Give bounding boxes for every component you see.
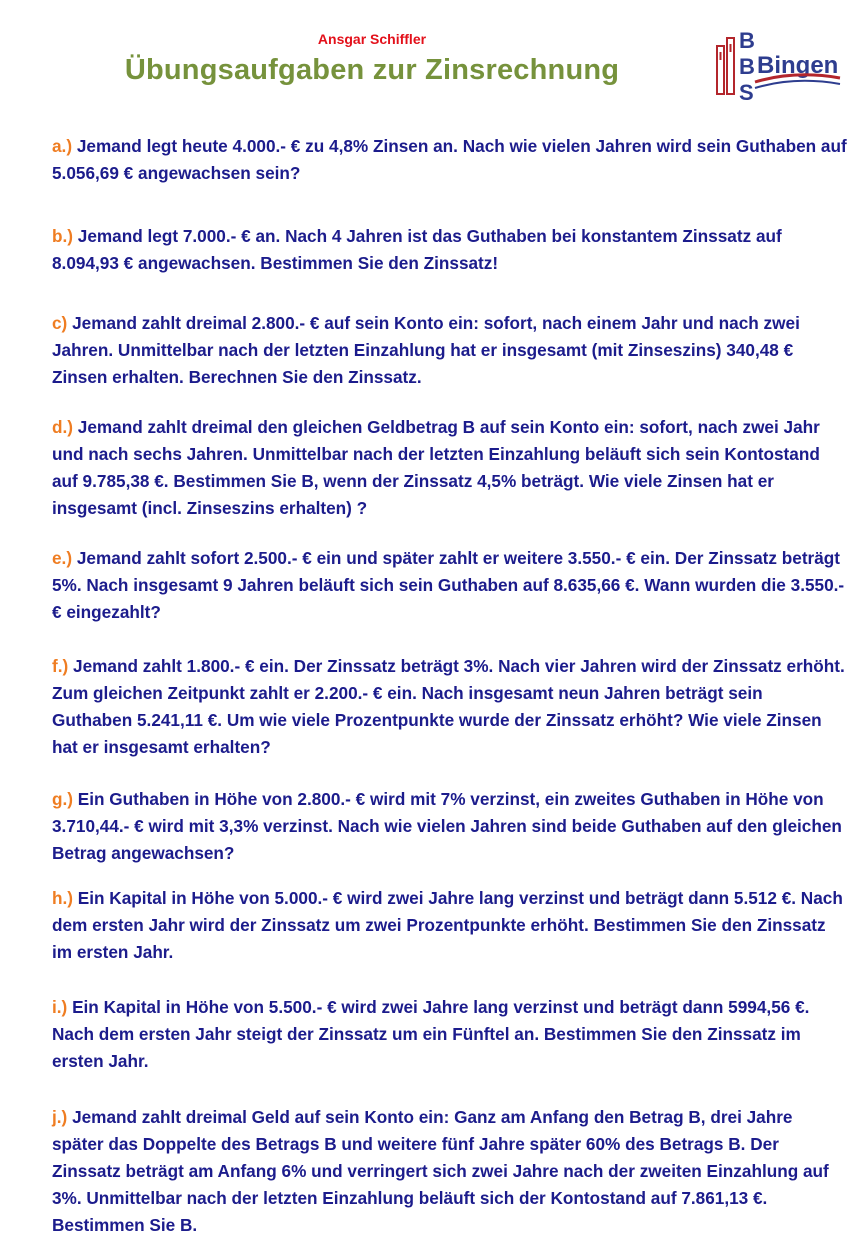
task-text: Jemand zahlt dreimal Geld auf sein Konto ein: Ganz am Anfang den Betrag B, drei Jahre später das Doppelte des Betrags B und weitere fünf Jahre später 60% des Betrags B. Der Zinssatz beträgt am Anfang 6% und verringert sich zwei Jahre nach der zweiten Einzahlung auf 3%. Unmittelbar nach der letzten Einzahlung beläuft sich der Kontostand auf 7.861,13 €. Bestimmen Sie B. xyxy=(52,1107,829,1235)
task-a xyxy=(52,133,847,187)
task-label: a.) xyxy=(52,136,73,156)
bbs-bingen-logo xyxy=(705,26,845,106)
task-g xyxy=(52,786,847,867)
logo-letter-s: S xyxy=(739,80,754,105)
task-i xyxy=(52,994,847,1075)
task-text: Jemand zahlt 1.800.- € ein. Der Zinssatz beträgt 3%. Nach vier Jahren wird der Zinssatz erhöht. Zum gleichen Zeitpunkt zahlt er 2.200.- € ein. Nach insgesamt neun Jahren beträgt sein Guthaben 5.241,11 €. Um wie viele Prozentpunkte wurde der Zinssatz erhöht? Wie viele Zinsen hat er insgesamt erhalten? xyxy=(52,656,845,757)
task-text: Jemand zahlt sofort 2.500.- € ein und später zahlt er weitere 3.550.- € ein. Der Zinssatz beträgt 5%. Nach insgesamt 9 Jahren beläuft sich sein Guthaben auf 8.635,66 €. Wann wurden die 3.550.- € eingezahlt? xyxy=(52,548,845,622)
task-text: Jemand legt heute 4.000.- € zu 4,8% Zinsen an. Nach wie vielen Jahren wird sein Guthaben auf 5.056,69 € angewachsen sein? xyxy=(52,136,847,183)
logo-text: Bingen xyxy=(757,52,839,79)
task-label: e.) xyxy=(52,548,73,568)
author-name: Ansgar Schiffler xyxy=(317,31,427,47)
task-label: g.) xyxy=(52,789,73,809)
task-b xyxy=(52,223,847,277)
task-text: Ein Kapital in Höhe von 5.500.- € wird zwei Jahre lang verzinst und beträgt dann 5994,56 €. Nach dem ersten Jahr steigt der Zinssatz um ein Fünftel an. Bestimmen Sie den Zinssatz im ersten Jahr. xyxy=(52,997,810,1071)
task-label: b.) xyxy=(52,226,73,246)
task-text: Jemand zahlt dreimal 2.800.- € auf sein Konto ein: sofort, nach einem Jahr und nach zwei Jahren. Unmittelbar nach der letzten Einzahlung hat er insgesamt (mit Zinseszins) 340,48 € Zinsen erhalten. Berechnen Sie den Zinssatz. xyxy=(52,313,800,387)
task-label: d.) xyxy=(52,417,73,437)
task-d xyxy=(52,414,847,522)
task-label: i.) xyxy=(52,997,68,1017)
page-title: Übungsaufgaben zur Zinsrechnung xyxy=(124,54,620,86)
task-j xyxy=(52,1104,847,1239)
logo-letter-b2: B xyxy=(739,54,755,79)
task-f xyxy=(52,653,847,761)
task-label: f.) xyxy=(52,656,69,676)
task-text: Ein Guthaben in Höhe von 2.800.- € wird mit 7% verzinst, ein zweites Guthaben in Höhe von 3.710,44.- € wird mit 3,3% verzinst. Nach wie vielen Jahren sind beide Guthaben auf den gleichen Betrag angewachsen? xyxy=(52,789,842,863)
task-text: Ein Kapital in Höhe von 5.000.- € wird zwei Jahre lang verzinst und beträgt dann 5.512 €. Nach dem ersten Jahr wird der Zinssatz um zwei Prozentpunkte erhöht. Bestimmen Sie den Zinssatz im ersten Jahr. xyxy=(52,888,843,962)
task-c xyxy=(52,310,847,391)
task-text: Jemand legt 7.000.- € an. Nach 4 Jahren ist das Guthaben bei konstantem Zinssatz auf 8.094,93 € angewachsen. Bestimmen Sie den Zinssatz! xyxy=(52,226,782,273)
task-text: Jemand zahlt dreimal den gleichen Geldbetrag B auf sein Konto ein: sofort, nach zwei Jahr und nach sechs Jahren. Unmittelbar nach der letzten Einzahlung beläuft sich sein Kontostand auf 9.785,38 €. Bestimmen Sie B, wenn der Zinssatz 4,5% beträgt. Wie viele Zinsen hat er insgesamt (incl. Zinseszins erhalten) ? xyxy=(52,417,820,518)
wave-icon xyxy=(755,81,840,88)
task-e xyxy=(52,545,847,626)
logo-letter-b1: B xyxy=(739,28,755,53)
task-label: j.) xyxy=(52,1107,68,1127)
task-label: h.) xyxy=(52,888,73,908)
task-label: c) xyxy=(52,313,68,333)
building-icon xyxy=(717,38,734,94)
task-h xyxy=(52,885,847,966)
